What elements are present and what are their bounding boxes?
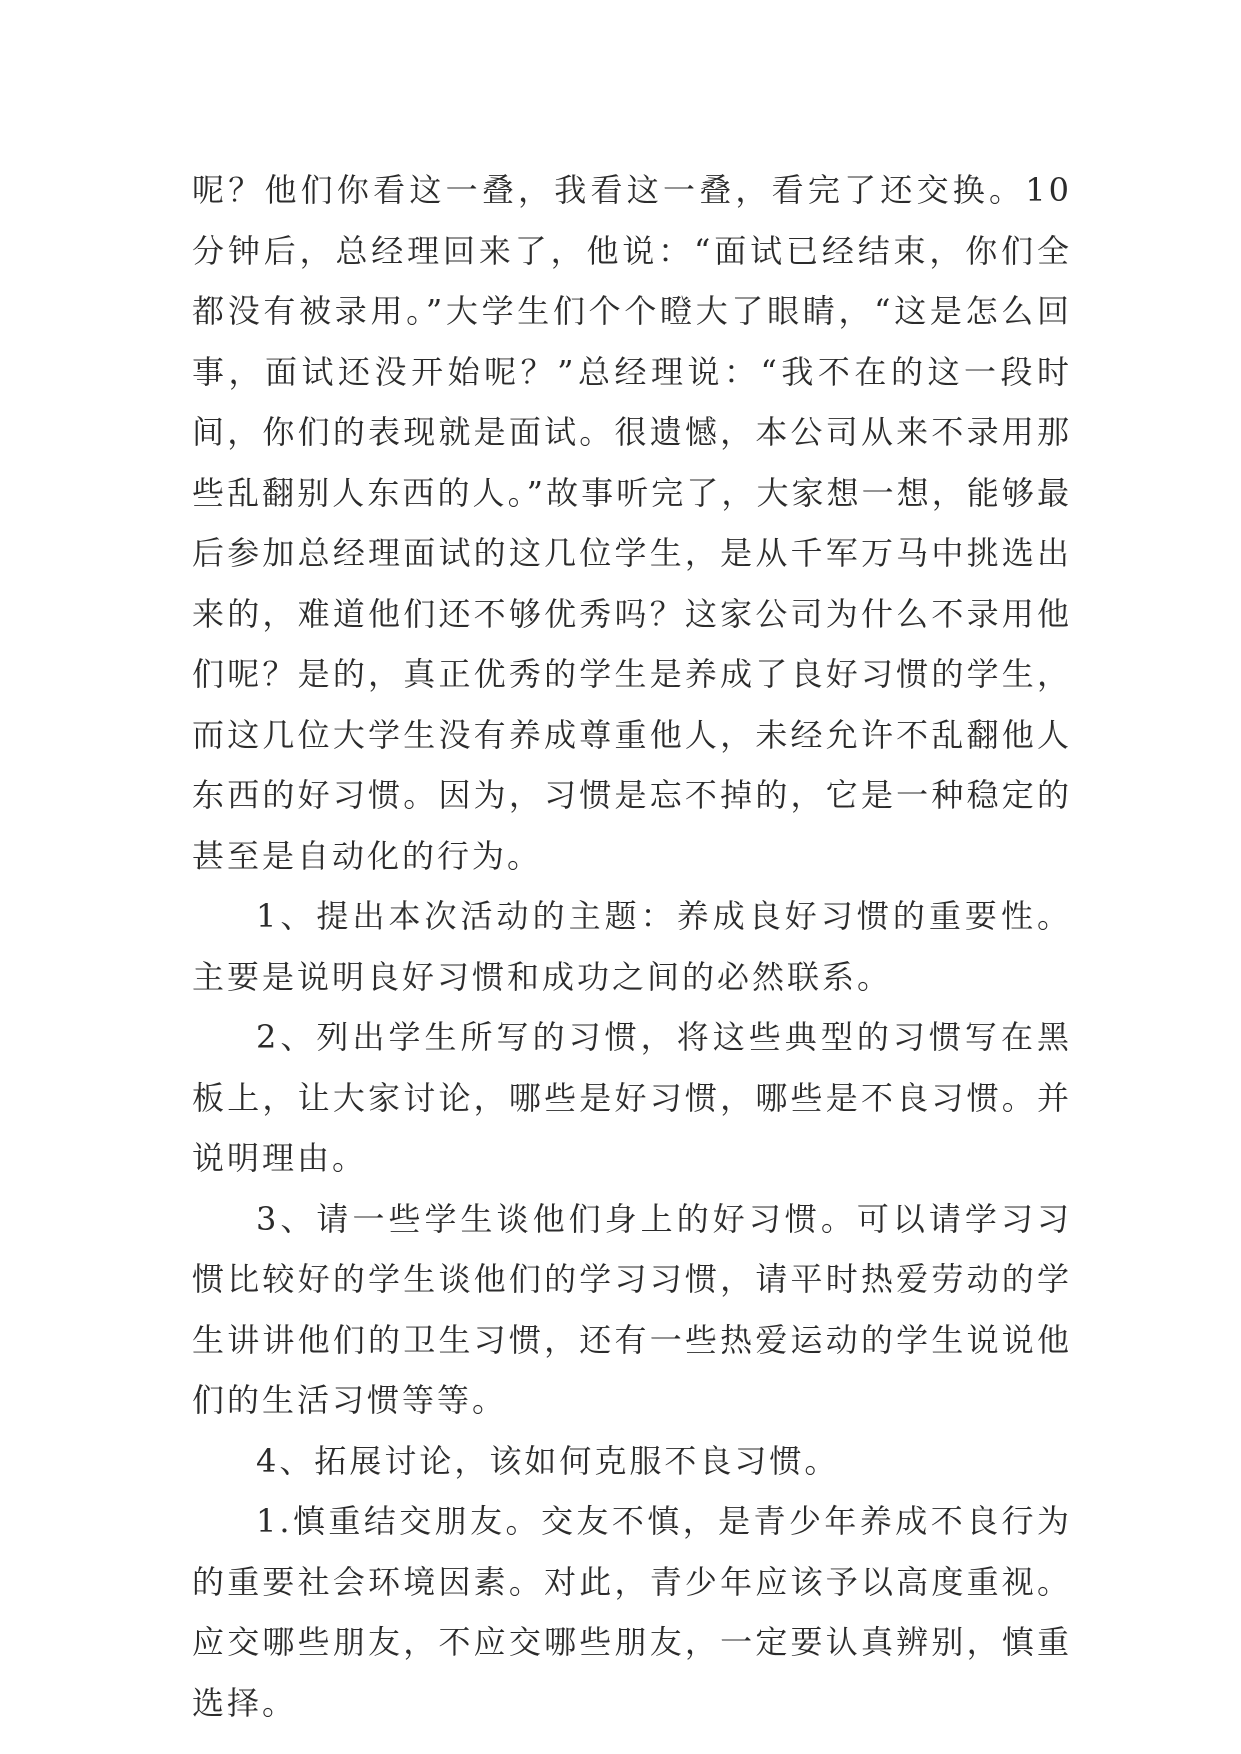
paragraph-step-2: 2、列出学生所写的习惯，将这些典型的习惯写在黑板上，让大家讨论，哪些是好习惯，哪些是不良习惯。并说明理由。: [192, 1018, 1072, 1177]
paragraph-step-1: 1、提出本次活动的主题：养成良好习惯的重要性。主要是说明良好习惯和成功之间的必然联系。: [192, 897, 1072, 996]
paragraph-step-3: 3、请一些学生谈他们身上的好习惯。可以请学习习惯比较好的学生谈他们的学习习惯，请平时热爱劳动的学生讲讲他们的卫生习惯，还有一些热爱运动的学生说说他们的生活习惯等等。: [192, 1199, 1072, 1419]
document-page: [192, 160, 1072, 1733]
paragraph-story-continuation: 呢？他们你看这一叠，我看这一叠，看完了还交换。10分钟后，总经理回来了，他说：“面试已经结束，你们全都没有被录用。”大学生们个个瞪大了眼睛，“这是怎么回事，面试还没开始呢？”总经理说：“我不在的这一段时间，你们的表现就是面试。很遗憾，本公司从来不录用那些乱翻别人东西的人。”故事听完了，大家想一想，能够最后参加总经理面试的这几位学生，是从千军万马中挑选出来的，难道他们还不够优秀吗？这家公司为什么不录用他们呢？是的，真正优秀的学生是养成了良好习惯的学生，而这几位大学生没有养成尊重他人，未经允许不乱翻他人东西的好习惯。因为，习惯是忘不掉的，它是一种稳定的甚至是自动化的行为。: [192, 171, 1072, 875]
paragraph-point-1: 1.慎重结交朋友。交友不慎，是青少年养成不良行为的重要社会环境因素。对此，青少年应该予以高度重视。应交哪些朋友，不应交哪些朋友，一定要认真辨别，慎重选择。: [192, 1502, 1072, 1722]
paragraph-step-4: 4、拓展讨论，该如何克服不良习惯。: [256, 1441, 840, 1480]
